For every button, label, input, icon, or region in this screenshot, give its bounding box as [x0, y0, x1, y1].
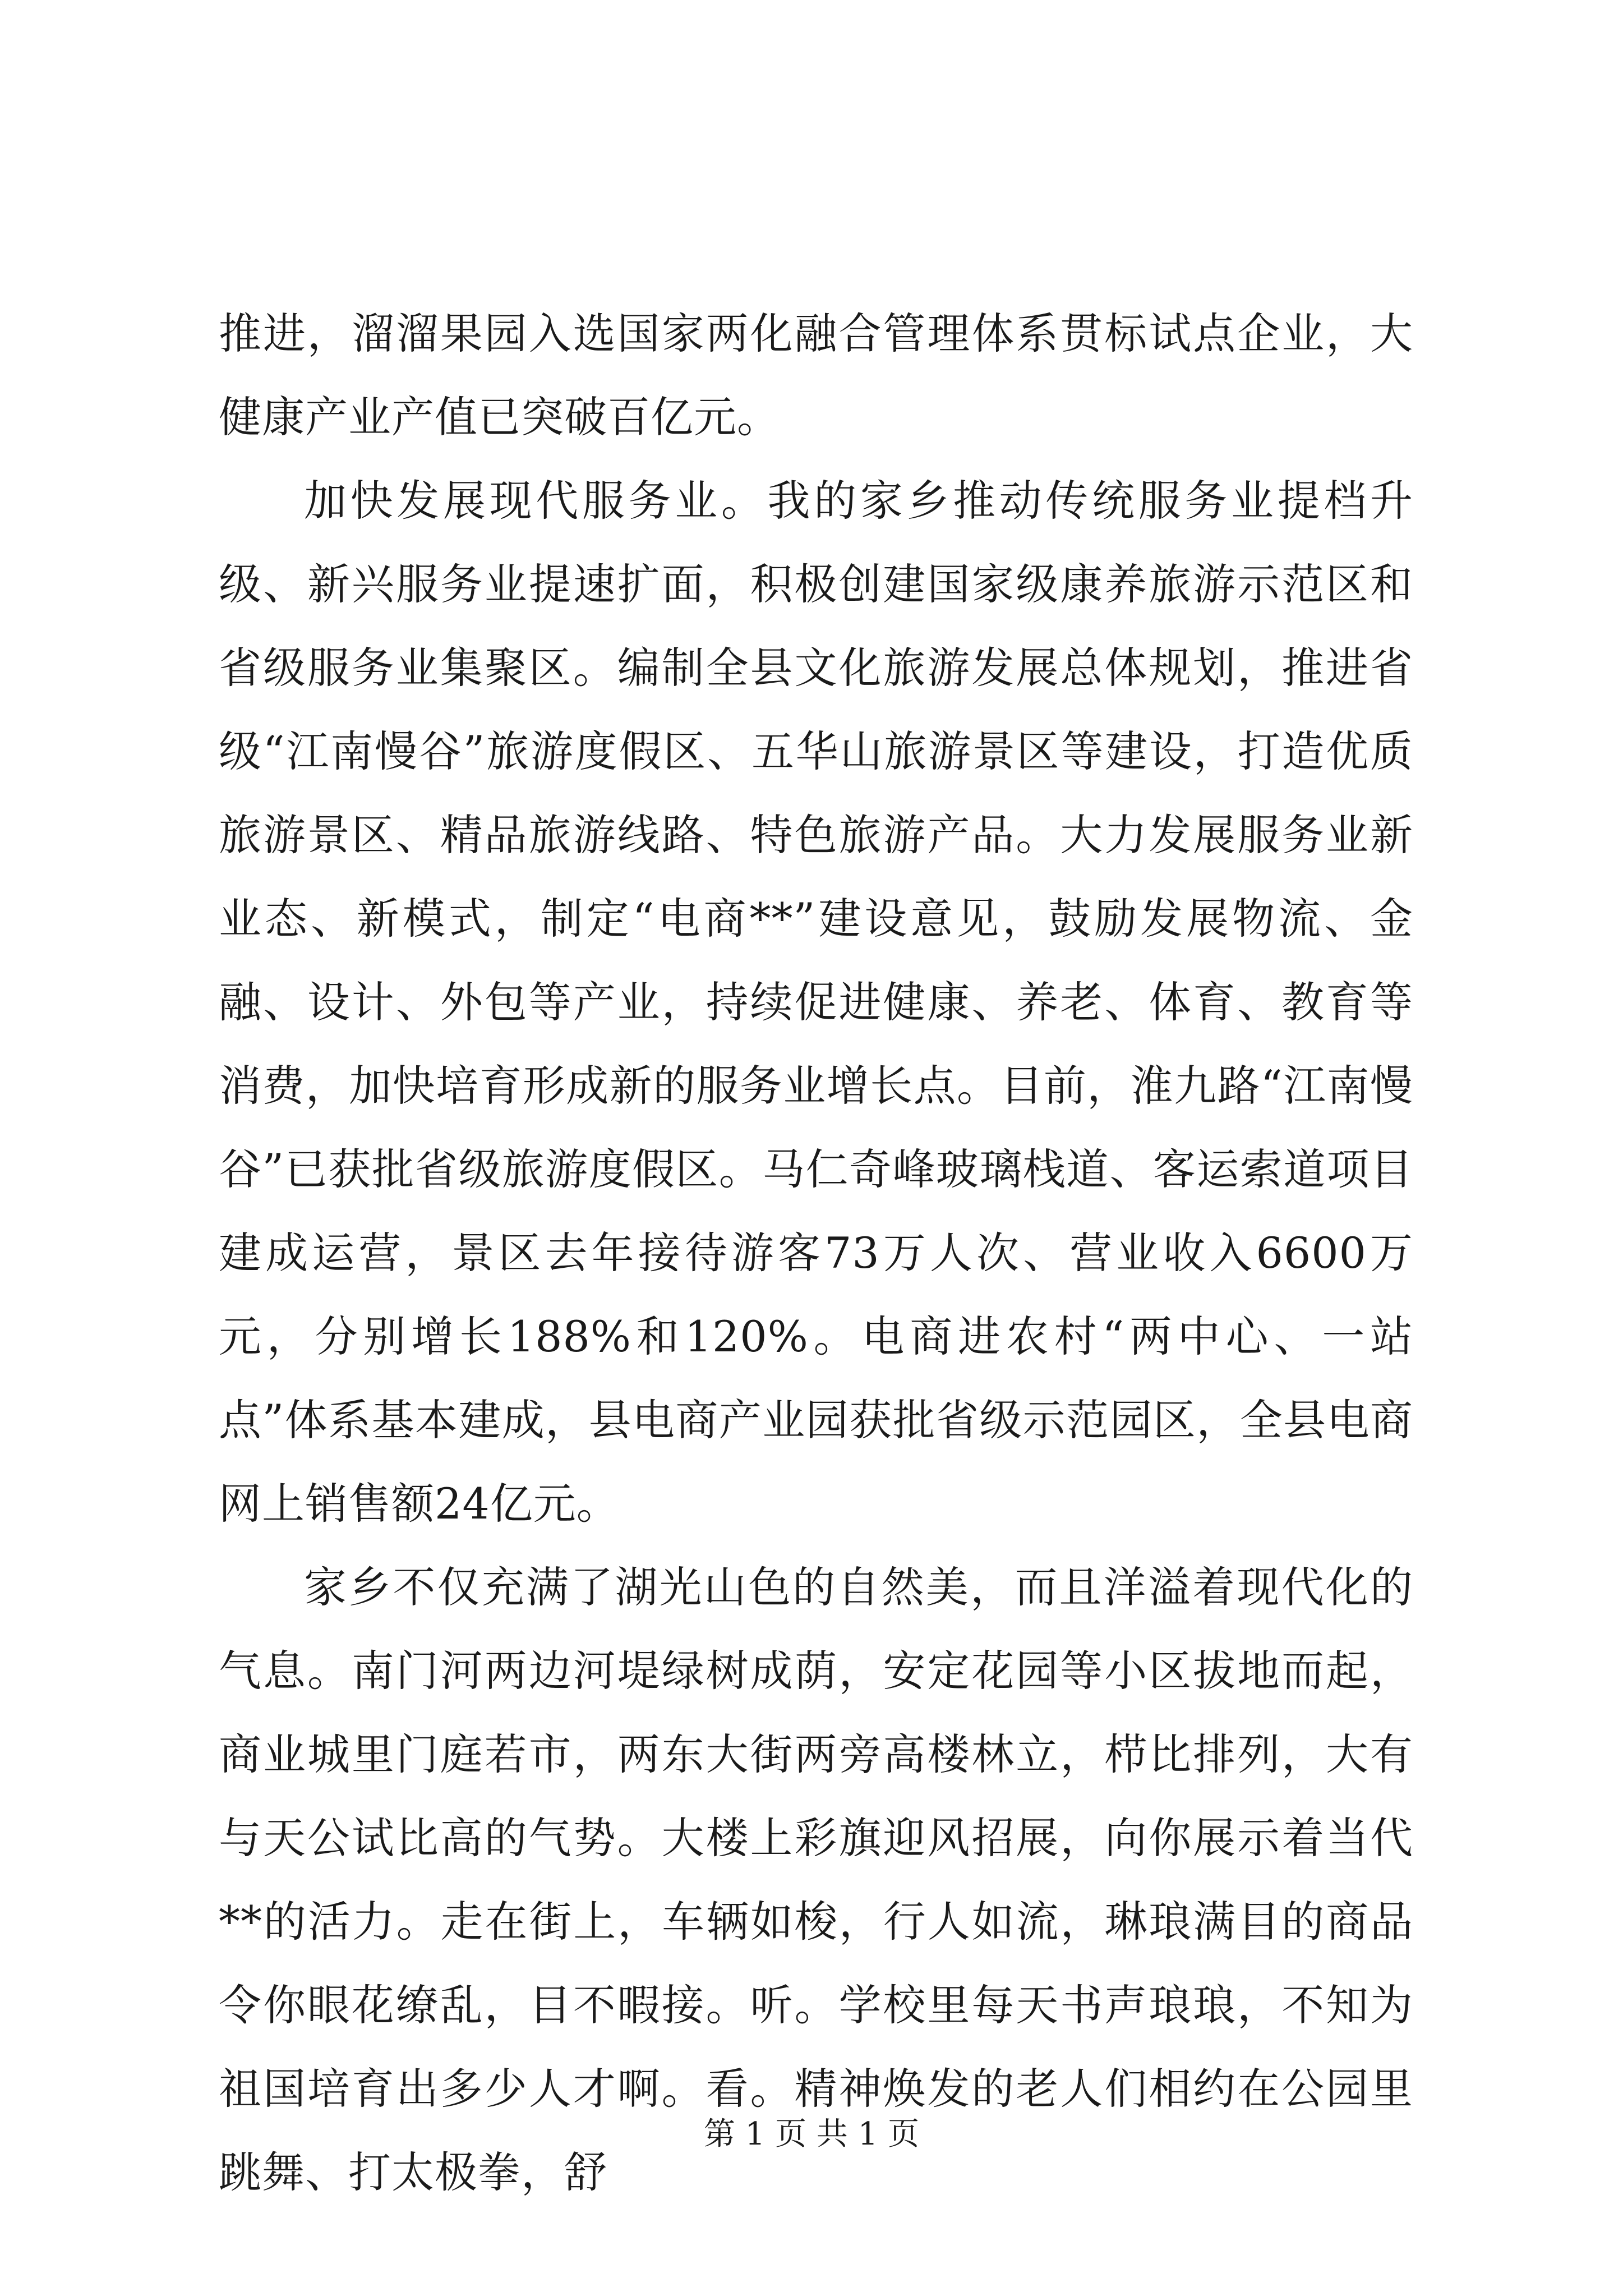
paragraph-1: 推进，溜溜果园入选国家两化融合管理体系贯标试点企业，大健康产业产值已突破百亿元。 — [219, 309, 1413, 442]
paragraph-3: 家乡不仅充满了湖光山色的自然美，而且洋溢着现代化的气息。南门河两边河堤绿树成荫，安定花园等小区拔地而起，商业城里门庭若市，两东大街两旁高楼林立，栉比排列，大有与天公试比高的气势。大楼上彩旗迎风招展，向你展示着当代**的活力。走在街上，车辆如梭，行人如流，琳琅满目的商品令你眼花缭乱，目不暇接。听。学校里每天书声琅琅，不知为祖国培育出多少人才啊。看。精神焕发的老人们相约在公园里跳舞、打太极拳，舒 — [219, 1562, 1413, 2197]
paragraph-2: 加快发展现代服务业。我的家乡推动传统服务业提档升级、新兴服务业提速扩面，积极创建国家级康养旅游示范区和省级服务业集聚区。编制全县文化旅游发展总体规划，推进省级“江南慢谷”旅游度假区、五华山旅游景区等建设，打造优质旅游景区、精品旅游线路、特色旅游产品。大力发展服务业新业态、新模式，制定“电商**”建设意见，鼓励发展物流、金融、设计、外包等产业，持续促进健康、养老、体育、教育等消费，加快培育形成新的服务业增长点。目前，淮九路“江南慢谷”已获批省级旅游度假区。马仁奇峰玻璃栈道、客运索道项目建成运营，景区去年接待游客73万人次、营业收入6600万元，分别增长188%和120%。电商进农村“两中心、一站点”体系基本建成，县电商产业园获批省级示范园区，全县电商网上销售额24亿元。 — [219, 476, 1413, 1529]
page-footer: 第 1 页 共 1 页 — [703, 2116, 920, 2152]
document-body — [219, 292, 1413, 2214]
